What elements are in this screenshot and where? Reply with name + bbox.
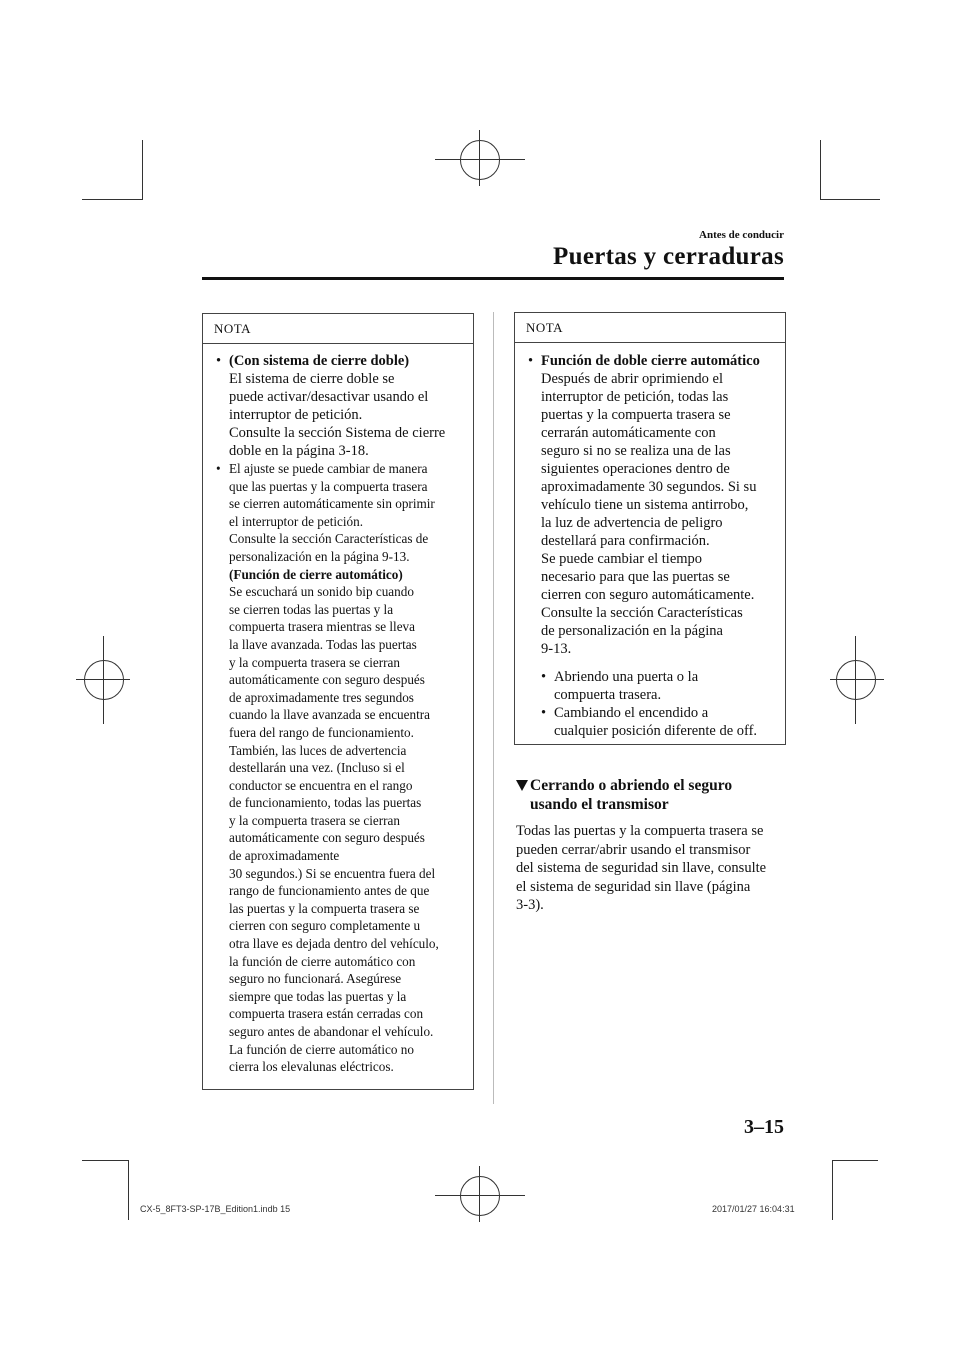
note-line: cierra los elevalunas eléctricos.	[229, 1059, 394, 1075]
bullet-icon: •	[541, 669, 547, 685]
note-line: destellará para confirmación.	[541, 533, 710, 549]
note-line: compuerta trasera mientras se lleva	[229, 619, 416, 635]
note-line: seguro antes de abandonar el vehículo.	[229, 1024, 434, 1039]
bullet-icon: •	[541, 705, 547, 721]
note-line: vehículo tiene un sistema antirrobo,	[541, 497, 749, 513]
note-line: doble en la página 3-18.	[229, 443, 369, 459]
body-line: del sistema de seguridad sin llave, consulte	[516, 860, 767, 876]
note-line: Consulte la sección Características	[541, 605, 743, 621]
note-line: la luz de advertencia de peligro	[541, 515, 723, 531]
note-item	[216, 460, 472, 1076]
note-line: rango de funcionamiento antes de que	[229, 883, 430, 899]
note-line: cerrarán automáticamente con	[541, 425, 716, 441]
section-heading-line: Cerrando o abriendo el seguro	[530, 777, 733, 794]
note-line: Consulte la sección Sistema de cierre	[229, 425, 446, 441]
note-line: 30 segundos.) Si se encuentra fuera del	[229, 865, 436, 881]
note-line: cierren con seguro completamente u	[229, 918, 421, 934]
section-heading	[516, 776, 732, 814]
page-title: Puertas y cerraduras	[553, 243, 784, 270]
note-line: se cierren automáticamente sin oprimir	[229, 496, 435, 512]
bullet-icon: •	[216, 353, 222, 369]
sub-list-line: cualquier posición diferente de off.	[554, 723, 758, 739]
section-subtitle: Antes de conducir	[699, 229, 784, 241]
note-line: puertas y la compuerta trasera se	[541, 407, 731, 423]
note-line: La función de cierre automático no	[229, 1041, 414, 1057]
note-line: el interruptor de petición.	[229, 513, 364, 529]
note-line: la función de cierre automático con	[229, 953, 416, 969]
note-line: las puertas y la compuerta trasera se	[229, 900, 420, 916]
note-line: de aproximadamente tres segundos	[229, 689, 414, 705]
note-divider-right	[514, 342, 786, 343]
sub-list-line: compuerta trasera.	[554, 687, 662, 703]
sub-list-line: Cambiando el encendido a	[554, 705, 709, 721]
note-line: aproximadamente 30 segundos. Si su	[541, 479, 757, 495]
note-line: puede activar/desactivar usando el	[229, 389, 429, 405]
note-line: seguro no funcionará. Asegúrese	[229, 971, 402, 987]
body-line: el sistema de seguridad sin llave (página	[516, 878, 751, 895]
bullet-icon: •	[216, 461, 221, 476]
body-line: pueden cerrar/abrir usando el transmisor	[516, 841, 751, 858]
note-content-right	[528, 352, 784, 740]
note-line: seguro si no se realiza una de las	[541, 443, 731, 459]
note-line: cuando la llave avanzada se encuentra	[229, 707, 430, 723]
note-line: otra llave es dejada dentro del vehículo,	[229, 936, 439, 952]
note-line: y la compuerta trasera se cierran	[229, 812, 400, 828]
footer-timestamp: 2017/01/27 16:04:31	[712, 1204, 795, 1214]
note-line: de aproximadamente	[229, 848, 340, 864]
note-line: 9-13.	[541, 641, 572, 657]
note-line: la llave avanzada. Todas las puertas	[229, 636, 417, 652]
note-line: automáticamente con seguro después	[229, 672, 425, 688]
body-line: Todas las puertas y la compuerta trasera se	[516, 823, 764, 839]
sub-list-item	[541, 704, 784, 740]
note-line: Se escuchará un sonido bip cuando	[229, 584, 414, 600]
note-line: cierren con seguro automáticamente.	[541, 587, 755, 603]
note-divider-left	[202, 343, 474, 344]
note-line: (Con sistema de cierre doble)	[229, 353, 410, 369]
note-line: Se puede cambiar el tiempo	[541, 551, 703, 567]
note-line: El ajuste se puede cambiar de manera	[229, 461, 428, 476]
note-line: destellarán una vez. (Incluso si el	[229, 760, 405, 776]
section-body	[516, 822, 766, 915]
sub-list-item	[541, 668, 784, 704]
note-line: siempre que todas las puertas y la	[229, 988, 407, 1004]
section-heading-line: usando el transmisor	[530, 796, 669, 813]
column-divider	[493, 312, 494, 1104]
sub-list-line: Abriendo una puerta o la	[554, 669, 699, 685]
footer-file: CX-5_8FT3-SP-17B_Edition1.indb 15	[140, 1204, 291, 1214]
note-line: Consulte la sección Características de	[229, 531, 429, 547]
note-line: conductor se encuentra en el rango	[229, 777, 413, 793]
note-line: interruptor de petición, todas las	[541, 389, 729, 405]
note-line: automáticamente con seguro después	[229, 830, 425, 846]
note-line: que las puertas y la compuerta trasera	[229, 478, 428, 494]
note-line: (Función de cierre automático)	[229, 566, 403, 582]
note-item	[528, 352, 784, 658]
note-line: compuerta trasera están cerradas con	[229, 1006, 424, 1022]
note-line: necesario para que las puertas se	[541, 569, 730, 585]
note-item	[216, 352, 472, 460]
sub-list	[528, 668, 784, 740]
note-line: de personalización en la página	[541, 623, 723, 639]
note-title-left: NOTA	[214, 321, 252, 336]
body-line: 3-3).	[516, 897, 544, 913]
note-line: fuera del rango de funcionamiento.	[229, 724, 414, 740]
note-line: Función de doble cierre automático	[541, 353, 760, 369]
note-line: interruptor de petición.	[229, 407, 363, 423]
note-line: También, las luces de advertencia	[229, 742, 407, 758]
note-content-left	[216, 352, 472, 1076]
note-line: siguientes operaciones dentro de	[541, 461, 730, 477]
bullet-icon: •	[528, 353, 534, 369]
note-title-right: NOTA	[526, 320, 564, 335]
note-line: personalización en la página 9-13.	[229, 548, 410, 564]
note-line: El sistema de cierre doble se	[229, 371, 395, 387]
note-line: Después de abrir oprimiendo el	[541, 371, 724, 387]
note-line: y la compuerta trasera se cierran	[229, 654, 400, 670]
page-number: 3–15	[744, 1116, 784, 1138]
note-line: de funcionamiento, todas las puertas	[229, 795, 422, 811]
note-line: se cierren todas las puertas y la	[229, 601, 394, 617]
header-rule	[202, 277, 784, 280]
